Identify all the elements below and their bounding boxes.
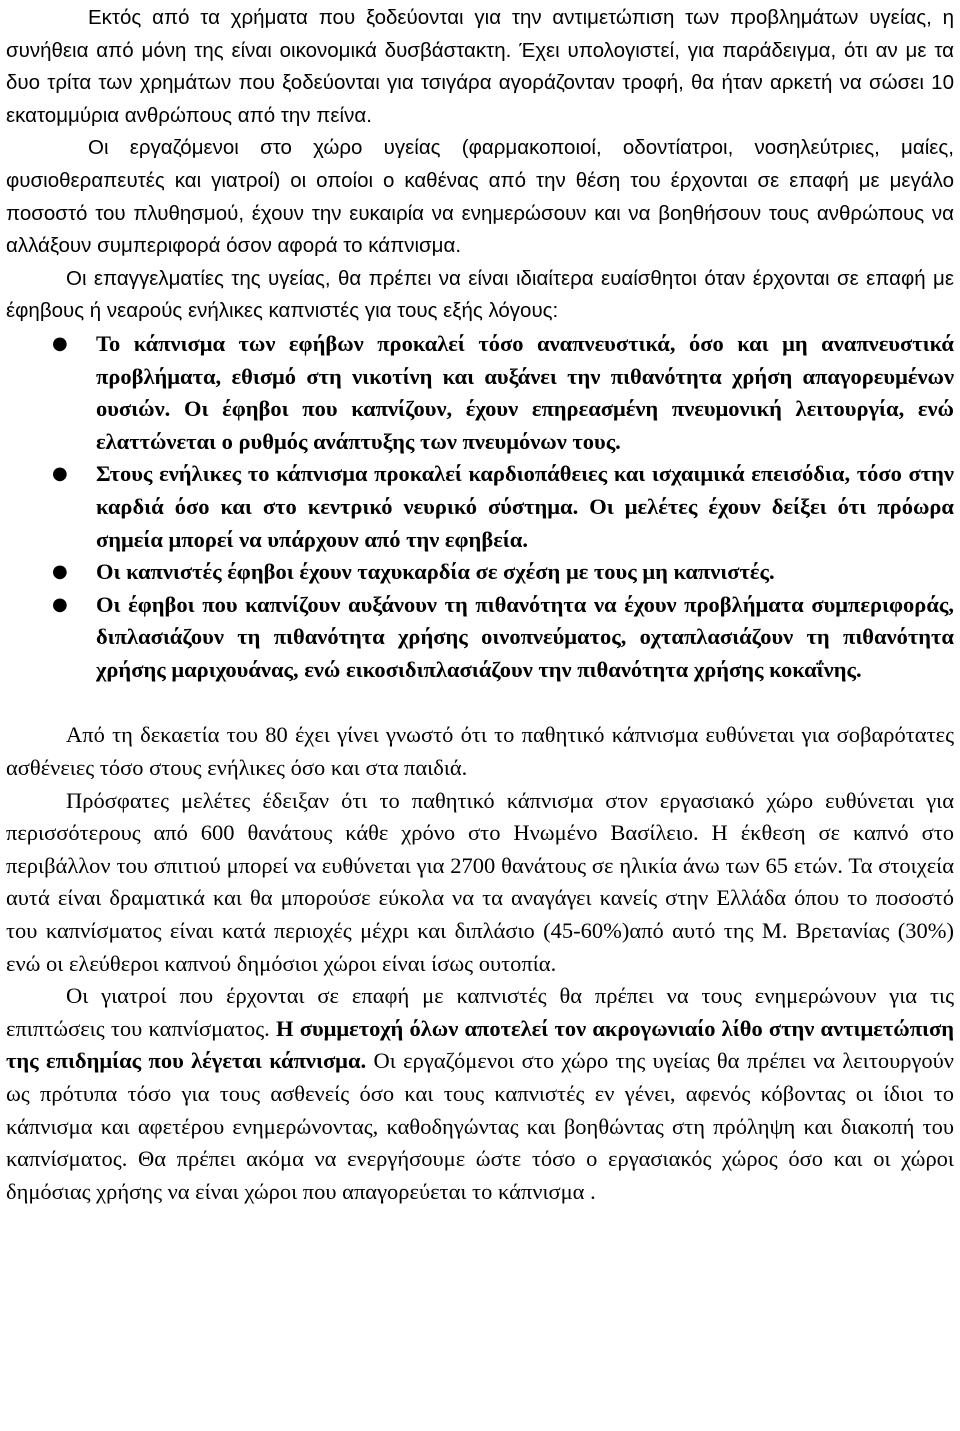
spacer [6,686,954,719]
list-item [52,328,954,458]
paragraph-doctors-role [6,980,954,1208]
paragraph-economic-cost: Εκτός από τα χρήματα που ξοδεύονται για την αντιμετώπιση των προβλημάτων υγείας, η συνήθεια από μόνη της είναι οικονομικά δυσβάστακτη. Έχει υπολογιστεί, για παράδειγμα, ότι αν με τα δυο τρίτα των χρημάτων που ξοδεύονται για τσιγάρα αγοράζονταν τροφή, θα ήταν αρκετή να σώσει 10 εκατομμύρια ανθρώπους από την πείνα. [6,6,954,127]
paragraph-recent-studies: Πρόσφατες μελέτες έδειξαν ότι το παθητικό κάπνισμα στον εργασιακό χώρο ευθύνεται για περισσότερους από 600 θανάτους κάθε χρόνο στο Ηνωμένο Βασίλειο. Η έκθεση σε καπνό στο περιβάλλον του σπιτιού μπορεί να ευθύνεται για 2700 θανάτους σε ηλικία άνω των 65 ετών. Τα στοιχεία αυτά είναι δραματικά και θα μπορούσε εύκολα να τα αναγάγει κανείς στην Ελλάδα όπου το ποσοστό του καπνίσματος είναι κατά περιοχές μέχρι και διπλάσιο (45-60%)από αυτό της Μ. Βρετανίας (30%) ενώ οι ελεύθεροι καπνού δημόσιοι χώροι είναι ίσως ουτοπία. [6,787,954,976]
bullet-icon: ● [52,463,68,485]
list-item-text: Στους ενήλικες το κάπνισμα προκαλεί καρδιοπάθειες και ισχαιμικά επεισόδια, τόσο στην καρδιά όσο και στο κεντρικό νευρικό σύστημα. Οι μελέτες έχουν δείξει ότι πρόωρα σημεία μπορεί να υπάρχουν από την εφηβεία. [96,461,954,552]
reasons-list [6,328,954,687]
list-item [52,589,954,687]
paragraph-doctors-role-end: Οι εργαζόμενοι στο χώρο της υγείας θα πρέπει να λειτουργούν ως πρότυπα τόσο για τους ασθενείς όσο και τους καπνιστές εν γένει, αφενός κόβοντας οι ίδιοι το κάπνισμα και αφετέρου ενημερώνοντας, καθοδηγώντας και βοηθώντας στη πρόληψη και διακοπή του καπνίσματος. Θα πρέπει ακόμα να ενεργήσουμε ώστε τόσο ο εργασιακός χώρος όσο και οι χώροι δημόσιας χρήσης να είναι χώροι που απαγορεύεται το κάπνισμα . [6,1048,954,1204]
paragraph-doctors-role-start: Οι γιατροί που έρχονται σε επαφή με καπνιστές θα πρέπει να τους ενημερώνουν για τις επιπτώσεις του καπνίσματος. [6,983,954,1041]
paragraph-professionals-sensitivity: Οι επαγγελματίες της υγείας, θα πρέπει να είναι ιδιαίτερα ευαίσθητοι όταν έρχονται σε επαφή με έφηβους ή νεαρούς ενήλικες καπνιστές για τους εξής λόγους: [6,266,954,323]
list-item-text: Το κάπνισμα των εφήβων προκαλεί τόσο αναπνευστικά, όσο και μη αναπνευστικά προβλήματα, εθισμό στη νικοτίνη και αυξάνει την πιθανότητα χρήση απαγορευμένων ουσιών. Οι έφηβοι που καπνίζουν, έχουν επηρεασμένη πνευμονική λειτουργία, ενώ ελαττώνεται ο ρυθμός ανάπτυξης των πνευμόνων τους. [96,330,954,454]
paragraph-passive-smoking: Από τη δεκαετία του 80 έχει γίνει γνωστό ότι το παθητικό κάπνισμα ευθύνεται για σοβαρότατες ασθένειες τόσο στους ενήλικες όσο και στα παιδιά. [6,722,954,781]
paragraph-health-workers: Οι εργαζόμενοι στο χώρο υγείας (φαρμακοποιοί, οδοντίατροι, νοσηλεύτριες, μαίες, φυσιοθεραπευτές και γιατροί) οι οποίοι ο καθένας από την θέση του έρχονται σε επαφή με μεγάλο ποσοστό του πλυθησμού, έχουν την ευκαιρία να ενημερώσουν και να βοηθήσουν τους ανθρώπους να αλλάξουν συμπεριφορά όσον αφορά το κάπνισμα. [6,136,954,258]
bullet-icon: ● [52,593,68,615]
list-item [52,458,954,556]
list-item [52,556,954,589]
list-item-text: Οι καπνιστές έφηβοι έχουν ταχυκαρδία σε σχέση με τους μη καπνιστές. [96,559,775,585]
paragraph-doctors-role-emphasis: Η συμμετοχή όλων αποτελεί τον ακρογωνιαίο λίθο στην αντιμετώπιση της επιδημίας που λέγεται κάπνισμα. [6,1015,955,1074]
bullet-icon: ● [52,332,68,354]
bullet-icon: ● [52,561,68,583]
list-item-text: Οι έφηβοι που καπνίζουν αυξάνουν τη πιθανότητα να έχουν προβλήματα συμπεριφοράς, διπλασιάζουν τη πιθανότητα χρήσης οινοπνεύματος, οχταπλασιάζουν τη πιθανότητα χρήσης μαριχουάνας, ενώ εικοσιδιπλασιάζουν την πιθανότητα χρήσης κοκαΐνης. [96,591,954,682]
